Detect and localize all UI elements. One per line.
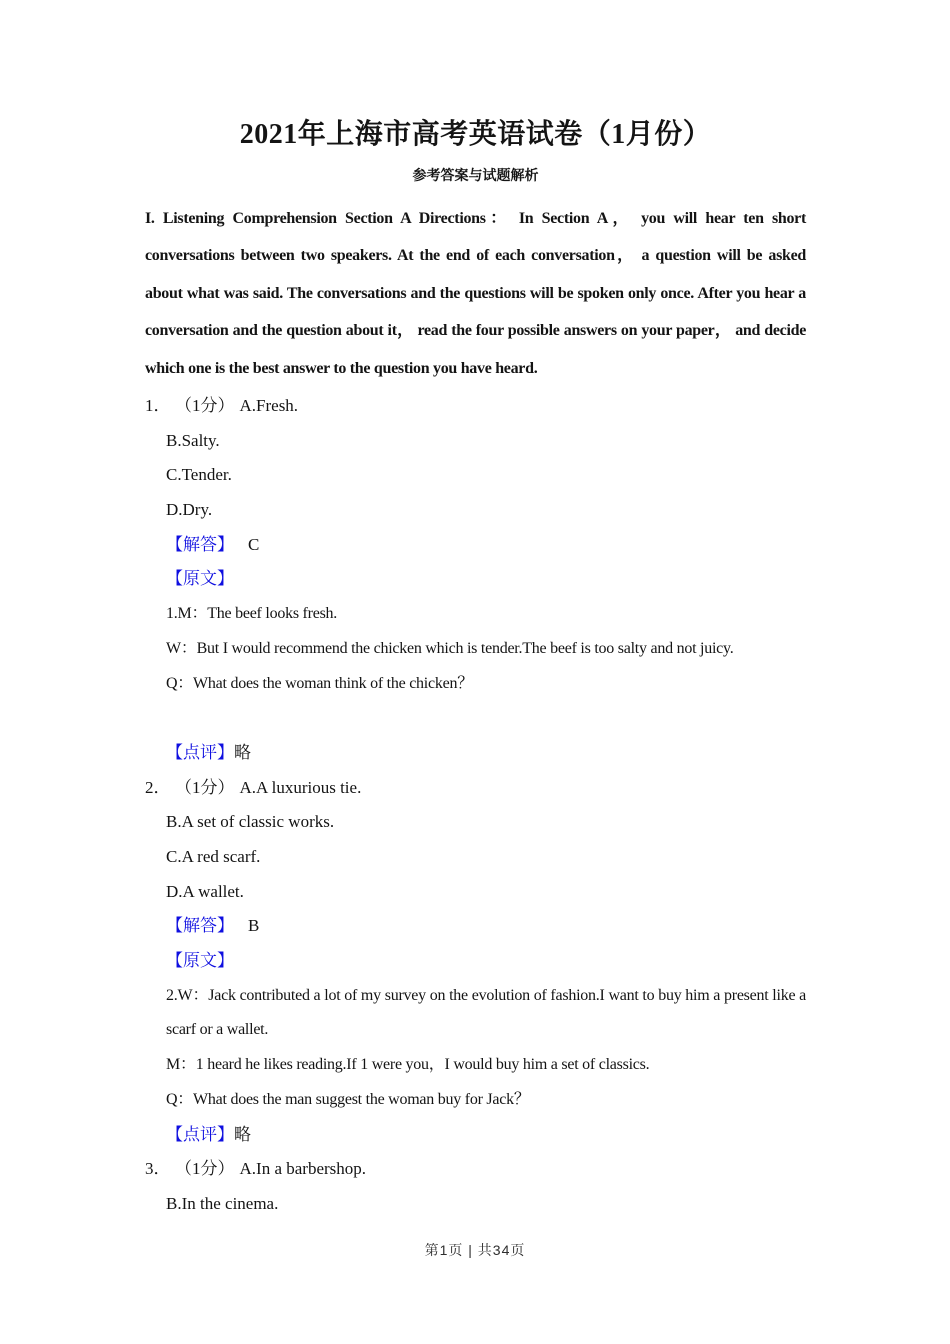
comment-label: 【点评】 — [166, 1124, 234, 1144]
question-first-line — [145, 1152, 806, 1187]
comment-line — [145, 736, 806, 771]
transcript-line-m: M：1 heard he likes reading.If 1 were you，I would buy him a set of classics. — [166, 1056, 650, 1074]
option-b: B.A set of classic works. — [166, 812, 335, 832]
question-score: （1分） — [183, 1159, 235, 1179]
question-list — [145, 389, 806, 1222]
transcript-label-line — [145, 562, 806, 597]
comment-label: 【点评】 — [166, 742, 234, 762]
question-number: 2． — [145, 777, 171, 797]
option-d: D.A wallet. — [166, 881, 244, 901]
question-score: （1分） — [183, 396, 235, 416]
option-c: C.A red scarf. — [166, 846, 261, 866]
transcript-line-m: 1.M：The beef looks fresh. — [166, 605, 338, 623]
transcript-line-q: Q：What does the woman think of the chicken？ — [166, 674, 473, 692]
question-block-2 — [145, 771, 806, 1153]
transcript-label-line — [145, 944, 806, 979]
comment-value: 略 — [234, 1124, 251, 1144]
spacer-line — [145, 701, 806, 736]
transcript-line-q: Q：What does the man suggest the woman buy for Jack？ — [166, 1090, 530, 1108]
question-number: 1． — [145, 396, 171, 416]
answer-label: 【解答】 — [166, 534, 234, 554]
question-score: （1分） — [183, 777, 235, 797]
transcript-line-w: W：But I would recommend the chicken which is tender.The beef is too salty and not juicy. — [166, 639, 734, 657]
question-first-line — [145, 771, 806, 806]
transcript-line-w: 2.W：Jack contributed a lot of my survey on the evolution of fashion.I want to buy him a present like a scarf or a wallet. — [166, 986, 806, 1039]
transcript-label: 【原文】 — [166, 951, 234, 971]
option-a: A.In a barbershop. — [239, 1159, 367, 1179]
comment-line — [145, 1118, 806, 1153]
page-subtitle: 参考答案与试题解析 — [412, 169, 539, 184]
page-title: 2021年上海市高考英语试卷（1月份） — [239, 119, 712, 150]
answer-label: 【解答】 — [166, 916, 234, 936]
section-directions: I. Listening Comprehension Section A Directions： In Section A， you will hear ten short conversations between two speakers. At the end of each conversation， a question will be asked about what was said. The conversations and the questions will be spoken only once. After you hear a conversation and the question about it， read the four possible answers on your paper， and decide which one is the best answer to the question you have heard. — [145, 210, 806, 377]
answer-line — [145, 909, 806, 944]
answer-value: B — [248, 916, 260, 936]
answer-line — [145, 528, 806, 563]
option-b: B.Salty. — [166, 430, 220, 450]
question-block-1 — [145, 389, 806, 771]
option-a: A.Fresh. — [239, 396, 299, 416]
option-a: A.A luxurious tie. — [239, 777, 362, 797]
question-number: 3． — [145, 1159, 171, 1179]
document-page — [145, 114, 806, 1222]
comment-value: 略 — [234, 742, 251, 762]
answer-value: C — [248, 534, 260, 554]
page-footer: 第1页 | 共34页 — [424, 1242, 526, 1258]
question-block-3 — [145, 1152, 806, 1221]
option-d: D.Dry. — [166, 500, 213, 520]
option-b: B.In the cinema. — [166, 1193, 279, 1213]
option-c: C.Tender. — [166, 465, 232, 485]
question-first-line — [145, 389, 806, 424]
transcript-label: 【原文】 — [166, 569, 234, 589]
